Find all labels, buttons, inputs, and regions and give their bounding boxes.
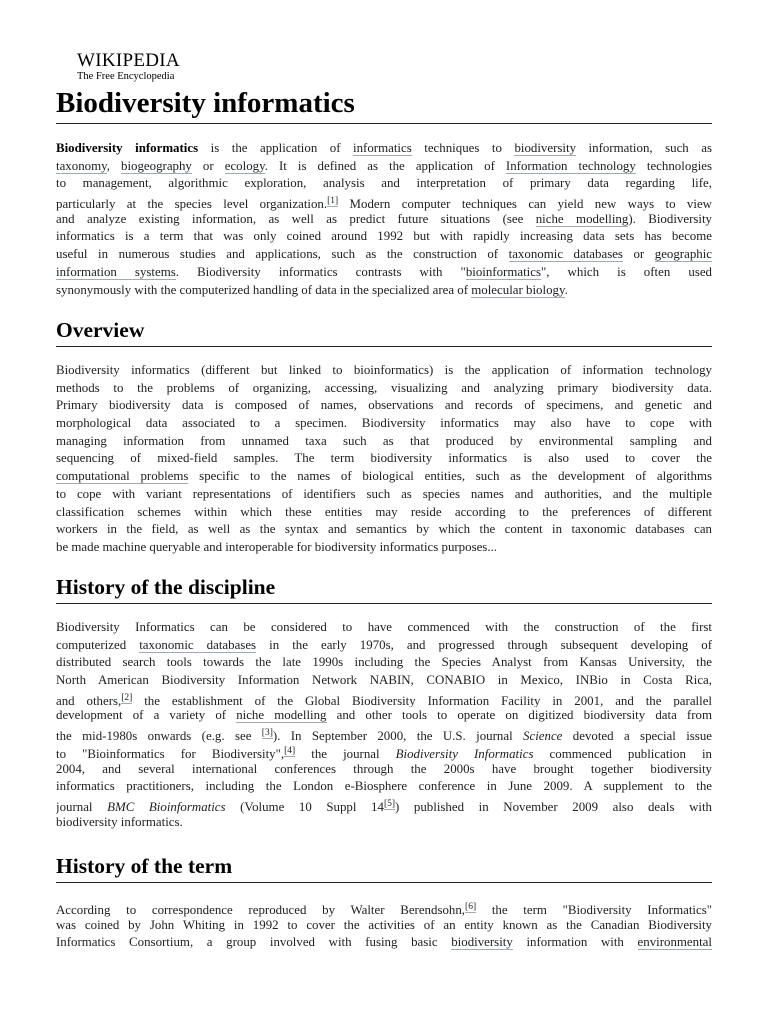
text-line: Biodiversity informatics (different but linked to bioinformatics) is the application of information technology xyxy=(56,363,712,377)
text-line: Biodiversity Informatics can be considered to have commenced with the construction of the first xyxy=(56,620,712,634)
link-informatics[interactable]: informatics xyxy=(353,141,412,155)
logo-tagline: The Free Encyclopedia xyxy=(77,71,175,82)
citation-ref[interactable]: [1] xyxy=(327,196,339,207)
link-niche-modelling[interactable]: niche modelling xyxy=(236,708,327,723)
intro-paragraph xyxy=(56,140,712,299)
link-taxonomic-databases[interactable]: taxonomic databases xyxy=(508,247,623,262)
link-biodiversity[interactable]: biodiversity xyxy=(451,935,513,950)
section-heading-history-term: History of the term xyxy=(56,852,712,883)
text-line: methods to the problems of organizing, accessing, visualizing and analyzing primary biodiversity data. xyxy=(56,380,712,395)
text-line: North American Biodiversity Information Network NABIN, CONABIO in Mexico, INBio in Costa Rica, xyxy=(56,673,712,688)
link-bioinformatics[interactable]: bioinformatics xyxy=(465,264,541,279)
text-line: be made machine queryable and interoperable for biodiversity informatics purposes... xyxy=(56,539,497,554)
citation-ref[interactable]: [4] xyxy=(284,745,296,756)
text-line: and analyze existing information, as well as predict future situations (see niche modelling). Biodiversity xyxy=(56,211,712,226)
text-line: particularly at the species level organization.[1] Modern computer techniques can yield new ways to view xyxy=(56,196,712,211)
text-line: informatics is a term that was only coined around 1992 but with rapidly increasing data sets has become xyxy=(56,229,712,244)
text-line: to cope with variant representations of identifiers such as species names and authorities, and the multiple xyxy=(56,486,712,501)
text-line: informatics practitioners, including the London e-Biosphere conference in June 2009. A supplement to the xyxy=(56,779,712,794)
section-heading-overview: Overview xyxy=(56,316,712,347)
journal-title: Biodiversity Informatics xyxy=(395,746,534,761)
text-line: Informatics Consortium, a group involved with fusing basic biodiversity information with environmental xyxy=(56,935,712,950)
history-discipline-paragraph xyxy=(56,619,712,831)
text-line: journal BMC Bioinformatics (Volume 10 Suppl 14[5]) published in November 2009 also deals with xyxy=(56,798,712,814)
text-line: useful in numerous studies and applications, such as the construction of taxonomic databases or geographic xyxy=(56,247,712,262)
wikipedia-logo[interactable] xyxy=(77,51,180,83)
text-line: taxonomy, biogeography or ecology. It is defined as the application of Information technology technologies xyxy=(56,158,712,173)
text-line: the mid-1980s onwards (e.g. see [3]). In September 2000, the U.S. journal Science devoted a special issue xyxy=(56,728,712,743)
link-geographic-information-systems[interactable]: geographic xyxy=(654,247,712,262)
link-geographic-information-systems[interactable]: information systems xyxy=(56,264,176,279)
text-line: computerized taxonomic databases in the early 1970s, and progressed through subsequent developing of xyxy=(56,637,712,652)
text-line: distributed search tools towards the late 1990s including the Species Analyst from Kansas University, the xyxy=(56,655,712,670)
link-ecology[interactable]: ecology xyxy=(224,158,265,173)
link-niche-modelling[interactable]: niche modelling xyxy=(535,211,629,226)
text-line: workers in the field, as well as the syntax and semantics by which the content in taxonomic databases can xyxy=(56,522,712,537)
link-bmc-bioinformatics[interactable]: BMC Bioinformatics xyxy=(107,799,226,814)
text-line: sequencing of mixed-field samples. The term biodiversity informatics is also used to cover the xyxy=(56,451,712,466)
history-term-paragraph xyxy=(56,899,712,952)
link-information-technology[interactable]: Information technology xyxy=(505,158,636,173)
page-title: Biodiversity informatics xyxy=(56,84,712,124)
text-line: was coined by John Whiting in 1992 to cover the activities of an entity known as the Canadian Biodiversity xyxy=(56,917,712,932)
text-line: computational problems specific to the names of biological entities, such as the development of algorithms xyxy=(56,469,712,484)
link-computational-problems[interactable]: computational problems xyxy=(56,469,189,484)
text-line: classification schemes within which these entities may reside according to the preferences of different xyxy=(56,504,712,519)
text-line: and others,[2] the establishment of the Global Biodiversity Information Facility in 2001, and the parallel xyxy=(56,692,712,708)
logo-wordmark: WIKIPEDIA xyxy=(77,50,180,71)
text-line: development of a variety of niche modelling and other tools to operate on digitized biodiversity data from xyxy=(56,708,712,723)
link-molecular-biology[interactable]: molecular biology xyxy=(471,282,565,297)
text-line: biodiversity informatics. xyxy=(56,814,183,829)
link-biodiversity[interactable]: biodiversity xyxy=(514,141,577,155)
term-bold: Biodiversity informatics xyxy=(56,141,199,155)
link-taxonomy[interactable]: taxonomy xyxy=(56,158,107,173)
text-line: According to correspondence reproduced by Walter Berendsohn,[6] the term "Biodiversity Informatics" xyxy=(56,902,712,917)
overview-paragraph xyxy=(56,362,712,557)
text-line: to management, algorithmic exploration, analysis and interpretation of primary data regarding life, xyxy=(56,176,712,191)
text-line: Biodiversity informatics is the application of informatics techniques to biodiversity information, such as xyxy=(56,141,712,155)
link-biogeography[interactable]: biogeography xyxy=(121,158,192,173)
link-science[interactable]: Science xyxy=(523,729,563,743)
citation-ref[interactable]: [2] xyxy=(121,692,133,703)
link-taxonomic-databases[interactable]: taxonomic databases xyxy=(139,637,257,652)
text-line: to "Bioinformatics for Biodiversity",[4] the journal Biodiversity Informatics commenced publication in xyxy=(56,745,712,761)
citation-ref[interactable]: [5] xyxy=(383,798,396,809)
citation-ref[interactable]: [6] xyxy=(465,902,477,912)
text-line: managing information from unnamed taxa such as that produced by environmental sampling and xyxy=(56,433,712,448)
link-gbif[interactable]: Global Biodiversity Information Facility xyxy=(304,693,541,708)
link-environmental[interactable]: environmental xyxy=(637,935,712,950)
text-line: synonymously with the computerized handling of data in the specialized area of molecular biology. xyxy=(56,282,568,297)
text-line: Primary biodiversity data is composed of names, observations and records of specimens, and genetic and xyxy=(56,398,712,413)
text-line: information systems. Biodiversity informatics contrasts with "bioinformatics", which is often used xyxy=(56,264,712,279)
text-line: morphological data associated to a specimen. Biodiversity informatics may also have to cope with xyxy=(56,416,712,431)
text-line: 2004, and several international conferences through the 2000s have brought together biodiversity xyxy=(56,761,712,776)
citation-ref[interactable]: [3] xyxy=(261,728,273,739)
section-heading-history-discipline: History of the discipline xyxy=(56,573,712,604)
